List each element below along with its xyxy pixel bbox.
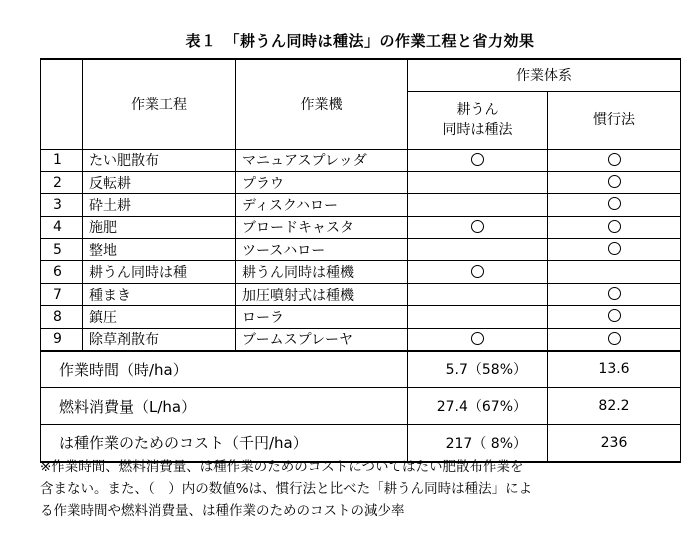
row-new-mark — [408, 328, 548, 350]
row-number: 2 — [41, 171, 83, 193]
row-number: 5 — [41, 239, 83, 261]
header-system: 作業体系 — [408, 59, 681, 91]
summary-conv-value: 82.2 — [548, 388, 681, 425]
header-system-new-line1: 耕うん — [456, 102, 499, 118]
table-row — [41, 216, 681, 238]
footnote-line: 含まない。また、（ ）内の数値%は、慣行法と比べた「耕うん同時は種法」によ — [40, 481, 533, 497]
row-number: 7 — [41, 283, 83, 305]
table-body — [41, 149, 681, 462]
row-machine: ブロードキャスタ — [236, 216, 408, 238]
table-row — [41, 306, 681, 328]
row-process: 鎮圧 — [83, 306, 236, 328]
table-row — [41, 149, 681, 171]
summary-conv-value: 236 — [548, 425, 681, 462]
row-conv-mark — [548, 328, 681, 350]
row-conv-mark — [548, 194, 681, 216]
row-machine: ブームスプレーヤ — [236, 328, 408, 350]
row-new-mark — [408, 149, 548, 171]
table-row — [41, 239, 681, 261]
row-conv-mark — [548, 306, 681, 328]
row-process: 反転耕 — [83, 171, 236, 193]
table-row — [41, 328, 681, 350]
row-process: たい肥散布 — [83, 149, 236, 171]
row-new-mark — [408, 306, 548, 328]
row-process: 整地 — [83, 239, 236, 261]
row-process: 砕土耕 — [83, 194, 236, 216]
row-new-mark — [408, 216, 548, 238]
table-row — [41, 261, 681, 283]
table-row — [41, 171, 681, 193]
row-new-mark — [408, 194, 548, 216]
circle-mark-icon — [608, 220, 621, 233]
row-conv-mark — [548, 149, 681, 171]
row-number: 4 — [41, 216, 83, 238]
header-system-new-line2: 同時は種法 — [442, 122, 513, 138]
circle-mark-icon — [471, 265, 484, 278]
table-title: 表１ 「耕うん同時は種法」の作業工程と省力効果 — [185, 32, 535, 50]
row-new-mark — [408, 261, 548, 283]
row-new-mark — [408, 283, 548, 305]
row-number: 8 — [41, 306, 83, 328]
circle-mark-icon — [608, 175, 621, 188]
header-process: 作業工程 — [83, 59, 236, 149]
row-number: 3 — [41, 194, 83, 216]
row-machine: ツースハロー — [236, 239, 408, 261]
row-conv-mark — [548, 283, 681, 305]
row-process: 除草剤散布 — [83, 328, 236, 350]
row-number: 9 — [41, 328, 83, 350]
row-conv-mark — [548, 171, 681, 193]
row-machine: 加圧噴射式は種機 — [236, 283, 408, 305]
header-number — [41, 59, 83, 149]
row-process: 耕うん同時は種 — [83, 261, 236, 283]
row-machine: プラウ — [236, 171, 408, 193]
row-process: 種まき — [83, 283, 236, 305]
circle-mark-icon — [471, 332, 484, 345]
row-conv-mark — [548, 216, 681, 238]
table-row — [41, 283, 681, 305]
circle-mark-icon — [608, 197, 621, 210]
summary-row-fuel — [41, 388, 681, 425]
header-machine: 作業機 — [236, 59, 408, 149]
summary-conv-value: 13.6 — [548, 351, 681, 388]
circle-mark-icon — [608, 332, 621, 345]
circle-mark-icon — [608, 287, 621, 300]
circle-mark-icon — [471, 220, 484, 233]
row-machine: ディスクハロー — [236, 194, 408, 216]
row-new-mark — [408, 171, 548, 193]
footnote-line: る作業時間や燃料消費量、は種作業のためのコストの減少率 — [40, 503, 405, 519]
work-process-table — [40, 58, 681, 463]
row-conv-mark — [548, 239, 681, 261]
row-conv-mark — [548, 261, 681, 283]
header-system-new — [408, 91, 548, 149]
footnote-line: ※作業時間、燃料消費量、は種作業のためのコストについてはたい肥散布作業を — [40, 459, 524, 475]
row-machine: 耕うん同時は種機 — [236, 261, 408, 283]
circle-mark-icon — [471, 153, 484, 166]
summary-row-work-time — [41, 351, 681, 388]
summary-label: 燃料消費量（L/ha） — [41, 388, 408, 425]
row-number: 1 — [41, 149, 83, 171]
row-new-mark — [408, 239, 548, 261]
table-row — [41, 194, 681, 216]
summary-new-value: 5.7（58%） — [408, 351, 548, 388]
row-machine: マニュアスプレッダ — [236, 149, 408, 171]
summary-label: 作業時間（時/ha） — [41, 351, 408, 388]
header-system-conv: 慣行法 — [548, 91, 681, 149]
circle-mark-icon — [608, 309, 621, 322]
circle-mark-icon — [608, 153, 621, 166]
row-machine: ローラ — [236, 306, 408, 328]
summary-new-value: 217（ 8%） — [408, 425, 548, 462]
summary-label: は種作業のためのコスト（千円/ha） — [41, 425, 408, 462]
summary-new-value: 27.4（67%） — [408, 388, 548, 425]
row-process: 施肥 — [83, 216, 236, 238]
row-number: 6 — [41, 261, 83, 283]
footnote — [40, 456, 680, 522]
circle-mark-icon — [608, 242, 621, 255]
